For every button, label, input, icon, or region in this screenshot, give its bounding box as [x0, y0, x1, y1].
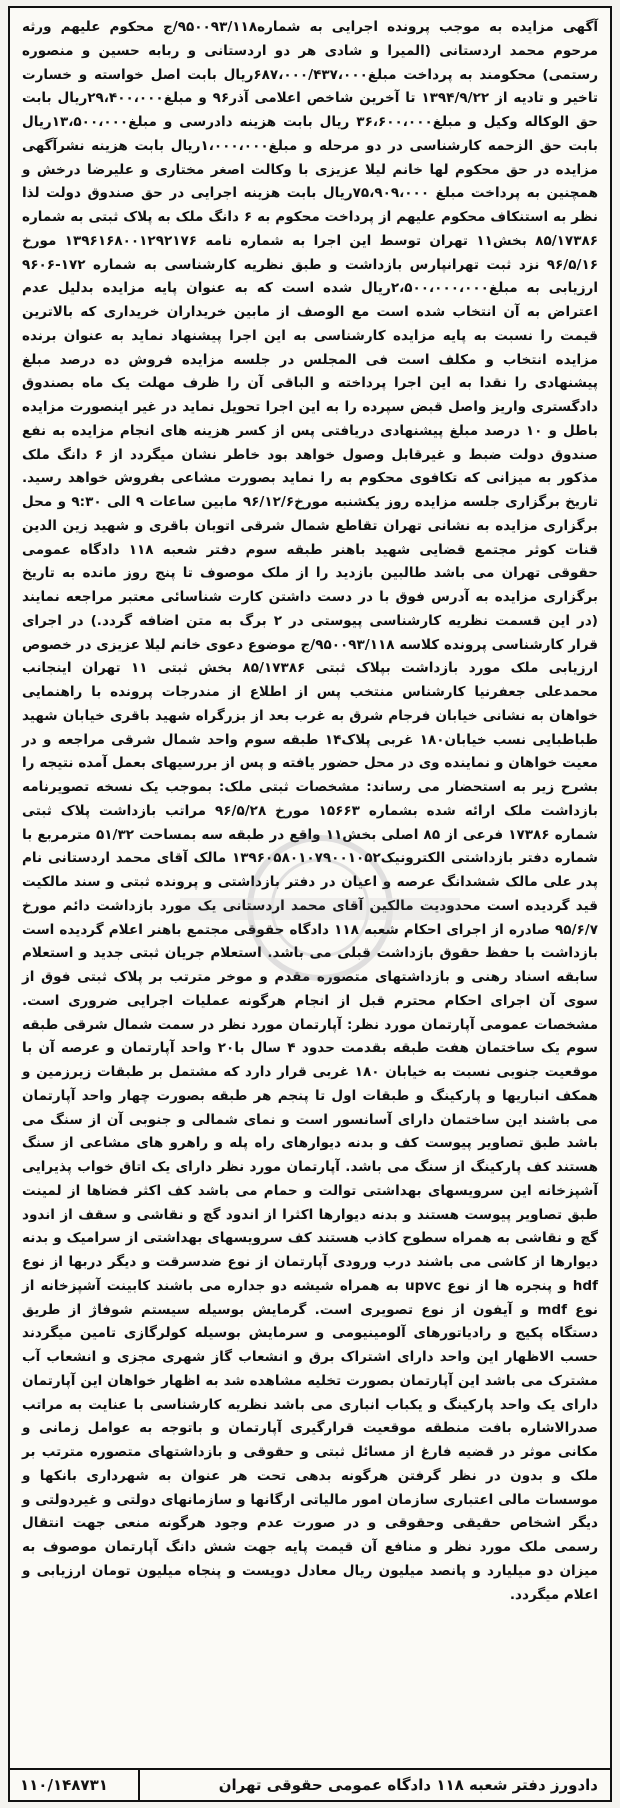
notice-signer: دادورز دفتر شعبه ۱۱۸ دادگاه عمومی حقوقی تهران: [218, 1776, 598, 1794]
auction-notice: [8, 6, 612, 1802]
notice-body-text: آگهی مزایده به موجب پرونده اجرایی به شماره۹۵۰۰۹۳/۱۱۸/ج محکوم علیهم ورثه مرحوم محمد اردستانی (المیرا و شادی هر دو اردستانی و ربابه حسین و منصوره رستمی) محکومند به پرداخت مبلغ۶۸۷،۰۰۰/۴۳۷،۰۰۰ریال بابت اصل خواسته و خسارت تاخیر و تادیه از ۱۳۹۴/۹/۲۲ تا آخرین شاخص اعلامی آذر۹۶ و مبلغ۲۹،۴۰۰،۰۰۰ریال بابت حق الوکاله وکیل و مبلغ۳۶،۶۰۰،۰۰۰ ریال بابت هزینه دادرسی و مبلغ۱۳،۵۰۰،۰۰۰ریال بابت حق الزحمه کارشناسی در دو مرحله و مبلغ۱،۰۰۰،۰۰۰ریال بابت هزینه نشرآگهی مزایده در حق محکوم لها خانم لیلا عزیزی با وکالت اصغر مختاری و علیرضا درخش و همچنین به پرداخت مبلغ ۷۵،۹۰۹،۰۰۰ریال بابت هزینه اجرایی در حق صندوق دولت لذا نظر به استنکاف محکوم علیهم از پرداخت محکوم به ۶ دانگ ملک به پلاک ثبتی به شماره ۸۵/۱۷۳۸۶ بخش۱۱ تهران توسط این اجرا به شماره نامه ۱۳۹۶۱۶۸۰۰۱۲۹۲۱۷۶ مورخ ۹۶/۵/۱۶ نزد ثبت تهرانپارس بازداشت و طبق نظریه کارشناسی به شماره ۱۷۲-۹۶۰۶ ارزیابی به مبلغ۲،۵۰۰،۰۰۰،۰۰۰ریال شده است که به عنوان پایه مزایده بدلیل عدم اعتراض به آن انتخاب شده است مع الوصف از مابین خریداران خریداری که بالاترین قیمت را نسبت به پایه مزایده کارشناسی به این اجرا پیشنهاد نماید به عنوان برنده مزایده انتخاب و مکلف است فی المجلس در جلسه مزایده فروش ده درصد مبلغ پیشنهادی را نقدا به این اجرا پرداخته و الباقی آن را ظرف مهلت یک ماه بصندوق دادگستری واریز واصل قبض سپرده را به این اجرا تحویل نماید در غیر اینصورت مزایده باطل و ۱۰ درصد مبلغ پیشنهادی دریافتی پس از کسر هزینه های انجام مزایده به نفع صندوق دولت ضبط و غیرقابل وصول خواهد بود خاطر نشان میگردد از ۶ دانگ ملک مذکور به میزانی که تکافوی محکوم به را نماید بصورت مشاعی بفروش خواهد رسید. تاریخ برگزاری جلسه مزایده روز یکشنبه مورخ۹۶/۱۲/۶ مابین ساعات ۹ الی ۹:۳۰ و محل برگزاری مزایده به نشانی تهران تقاطع شمال شرقی اتوبان باقری و شهید زین الدین قنات کوثر مجتمع قضایی شهید باهنر طبقه سوم دفتر شعبه ۱۱۸ دادگاه عمومی حقوقی تهران می باشد طالبین بازدید را از ملک موصوف تا پنج روز مانده به تاریخ برگزاری مزایده به آدرس فوق با در دست داشتن کارت شناسائی معتبر مراجعه نمایند (در این قسمت نظریه کارشناسی پیوستی در ۲ برگ به متن اضافه گردد.) در اجرای قرار کارشناسی پرونده کلاسه ۹۵۰۰۹۳/۱۱۸/ج موضوع دعوی خانم لیلا عزیزی در خصوص ارزیابی ملک مورد بازداشت بپلاک ثبتی ۸۵/۱۷۳۸۶ بخش ثبتی ۱۱ تهران اینجانب محمدعلی جعفرنیا کارشناس منتخب پس از اطلاع از مندرجات پرونده با راهنمایی خواهان به نشانی خیابان فرجام شرق به غرب بعد از بزرگراه شهید باقری خیابان شهید طباطبایی نسب خیابان۱۸۰ غربی پلاک۱۴ طبقه سوم واحد شمال شرقی مراجعه و در معیت خواهان و نماینده وی در محل حضور یافته و پس از بررسیهای بعمل آمده نتیجه را بشرح زیر به استحضار می رساند: مشخصات ثبتی ملک: بموجب یک نسخه تصویرنامه بازداشت ملک ارائه شده بشماره ۱۵۶۶۳ مورخ ۹۶/۵/۲۸ مراتب بازداشت پلاک ثبتی شماره ۱۷۳۸۶ فرعی از ۸۵ اصلی بخش۱۱ واقع در طبقه سه بمساحت ۵۱/۳۲ مترمربع با شماره دفتر بازداشتی الکترونیک۱۳۹۶۰۵۸۰۱۰۷۹۰۰۱۰۵۲ مالک آقای محمد اردستانی نام پدر علی مالک ششدانگ عرصه و اعیان در دفتر بازداشتی و پرونده ثبتی و سند مالکیت قید گردیده است محدودیت مالکین آقای محمد اردستانی یک مورد بازداشت دائم مورخ ۹۵/۶/۷ صادره از اجرای احکام شعبه ۱۱۸ دادگاه حقوقی مجتمع باهنر اعلام گردیده است بازداشت با حفظ حقوق بازداشت قبلی می باشد. استعلام جریان ثبتی جدید و استعلام سابقه اسناد رهنی و بازداشتهای متصوره مقدم و موخر مترتب بر پلاک ثبتی فوق از سوی آن اجرای احکام محترم قبل از انجام هرگونه عملیات اجرایی ضروری است. مشخصات عمومی آپارتمان مورد نظر: آپارتمان مورد نظر در سمت شمال شرقی طبقه سوم یک ساختمان هفت طبقه بقدمت حدود ۴ سال با۲۰ واحد آپارتمان و عرصه آن با موقعیت جنوبی نسبت به خیابان ۱۸۰ غربی قرار دارد که مشتمل بر طبقات زیرزمین و همکف انباریها و پارکینگ و طبقات اول تا پنجم هر طبقه بصورت چهار واحد آپارتمان می باشند این ساختمان دارای آسانسور است و نمای شمالی و جنوبی آن از سنگ می باشد طبق تصاویر پیوست کف و بدنه دیوارهای راه پله و راهرو های مشاعی از سنگ هستند کف پارکینگ از سنگ می باشد. آپارتمان مورد نظر دارای یک اتاق خواب پذیرایی آشپزخانه این سرویسهای بهداشتی توالت و حمام می باشد کف اکثر فضاها از لمینت طبق تصاویر پیوست هستند و بدنه دیوارها اکثرا از اندود گچ و نقاشی و سقف از اندود گچ و نقاشی به همراه سطوح کاذب هستند کف سرویسهای بهداشتی از سرامیک و بدنه دیوارها از کاشی می باشند درب ورودی آپارتمان از نوع ضدسرقت و دیگر دربها از نوع hdf و پنجره ها از نوع upvc به همراه شیشه دو جداره می باشند کابینت آشپزخانه از نوع mdf و آیفون از نوع تصویری است. گرمایش بوسیله سیستم شوفاژ از طریق دستگاه پکیج و رادیاتورهای آلومینیومی و سرمایش بوسیله کولرگازی تامین میگردند حسب الاظهار این واحد دارای اشتراک برق و انشعاب گاز شهری مجزی و انشعاب آب مشترک می باشد این آپارتمان بصورت تخلیه مشاهده شد به اظهار خواهان این آپارتمان دارای یک واحد پارکینگ و یکباب انباری می باشد نظریه کارشناسی با عنایت به مراتب صدرالاشاره بافت منطقه موقعیت قرارگیری آپارتمان و باتوجه به عوامل زمانی و مکانی موثر در قضیه فارغ از مسائل ثبتی و حقوقی و بازداشتهای متصوره مترتب بر ملک و بدون در نظر گرفتن هرگونه بدهی تحت هر عنوان به شهرداری بانکها و موسسات مالی اعتباری سازمان امور مالیاتی ارگانها و سازمانهای دولتی و غیردولتی و دیگر اشخاص حقیقی وحقوقی و در صورت عدم وجود هرگونه منعی جهت انتقال رسمی ملک مورد نظر و منافع آن قیمت پایه جهت شش دانگ آپارتمان موصوف به میزان دو میلیارد و پانصد میلیون ریال معادل دویست و پنجاه میلیون تومان ارزیابی و اعلام میگردد.: [22, 19, 599, 1603]
notice-reference-code: ۱۱۰/۱۴۸۷۳۱: [10, 1770, 140, 1800]
notice-footer: [10, 1768, 610, 1800]
